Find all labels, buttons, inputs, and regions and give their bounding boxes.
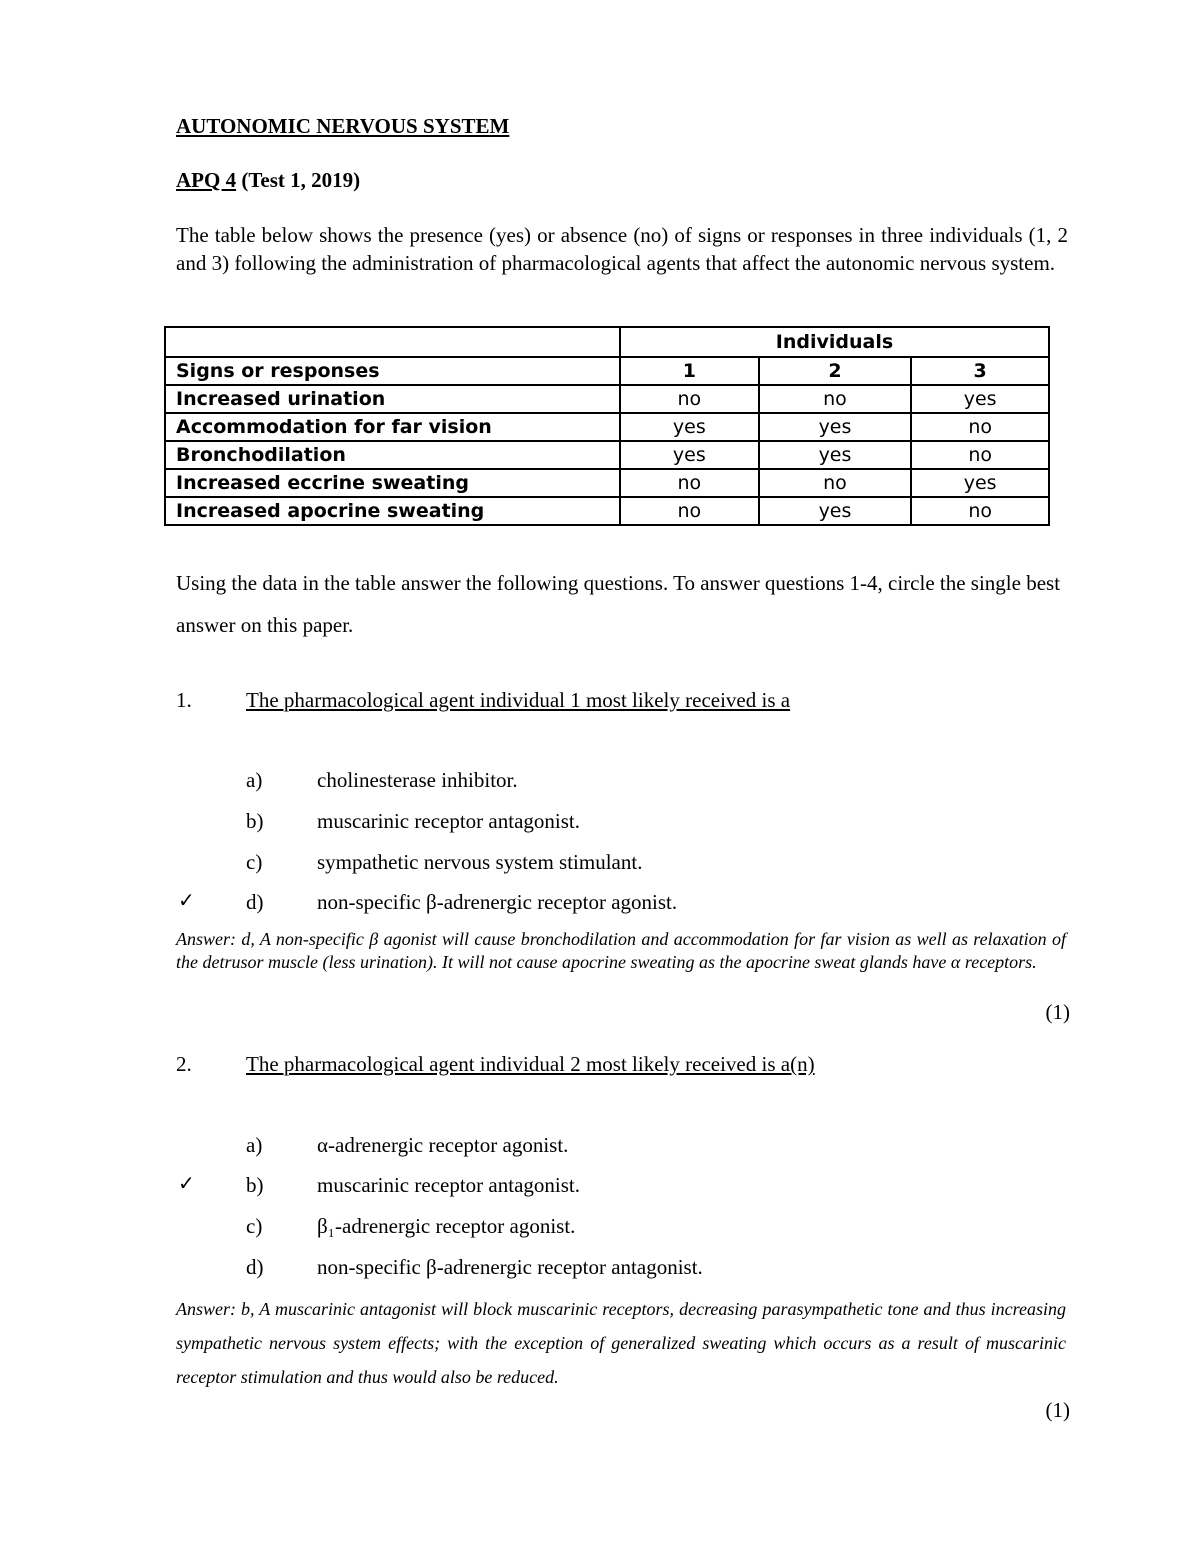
individuals-header: Individuals [620,327,1049,357]
column-header: 3 [911,357,1049,385]
table-cell: no [759,469,912,497]
intro-paragraph: The table below shows the presence (yes) or absence (no) of signs or responses in three individuals (1, 2 and 3) following the administration of pharmacological agents that affect the autonomic nervous system. [176,223,1068,275]
table-cell: no [911,413,1049,441]
table-row [165,441,1049,469]
option-letter[interactable]: b) [246,1173,264,1197]
table-cell: no [759,385,912,413]
table-cell: yes [759,413,912,441]
table-cell: no [911,497,1049,525]
instructions-paragraph: Using the data in the table answer the following questions. To answer questions 1-4, circle the single best answer on this paper. [176,571,1061,637]
table-cell: yes [911,469,1049,497]
answer-explanation: Answer: b, A muscarinic antagonist will block muscarinic receptors, decreasing parasympathetic tone and thus increasing sympathetic nervous system effects; with the exception of generalized sweating which occurs as a result of muscarinic receptor stimulation and thus would also be reduced. [176,1299,1066,1387]
signs-table [164,326,1050,526]
table-row [165,469,1049,497]
table-cell: no [911,441,1049,469]
table-row [165,413,1049,441]
apq-test-info: (Test 1, 2019) [236,168,361,192]
table-cell: no [620,497,759,525]
question-text: The pharmacological agent individual 1 most likely received is a [246,688,791,712]
table-row [165,497,1049,525]
column-header: 1 [620,357,759,385]
column-header: Signs or responses [165,357,620,385]
option-letter[interactable]: d) [246,890,264,914]
table-column-header-row [165,357,1049,385]
table-cell-sign: Accommodation for far vision [165,413,620,441]
question-number: 1. [176,688,192,712]
column-header: 2 [759,357,912,385]
option-letter[interactable]: c) [246,850,263,874]
table-cell: yes [620,441,759,469]
table-cell: no [620,469,759,497]
table-group-header-row [165,327,1049,357]
table-empty-cell [165,327,620,357]
table-cell-sign: Increased eccrine sweating [165,469,620,497]
table-cell: yes [620,413,759,441]
answer-explanation: Answer: d, A non-specific β agonist will cause bronchodilation and accommodation for far vision as well as relaxation of the detrusor muscle (less urination). It will not cause apocrine sweating as the apocrine sweat glands have α receptors. [176,929,1066,972]
option-text[interactable]: non-specific β-adrenergic receptor antagonist. [317,1255,703,1279]
table-cell: yes [911,385,1049,413]
option-text[interactable]: muscarinic receptor antagonist. [317,809,580,833]
table-cell: no [620,385,759,413]
table-cell-sign: Bronchodilation [165,441,620,469]
question-number: 2. [176,1052,192,1076]
option-letter[interactable]: c) [246,1214,263,1238]
option-letter[interactable]: b) [246,809,264,833]
option-text[interactable]: cholinesterase inhibitor. [317,768,518,792]
document-title: AUTONOMIC NERVOUS SYSTEM [176,114,510,138]
apq-label: APQ 4 [176,168,237,192]
checkmark-icon: ✓ [178,1173,195,1195]
option-text[interactable]: sympathetic nervous system stimulant. [317,850,643,874]
table-cell-sign: Increased apocrine sweating [165,497,620,525]
table-cell-sign: Increased urination [165,385,620,413]
table-row [165,385,1049,413]
question-text: The pharmacological agent individual 2 most likely received is a(n) [246,1052,815,1076]
checkmark-icon: ✓ [178,890,195,912]
option-text[interactable]: muscarinic receptor antagonist. [317,1173,580,1197]
question-set-heading [176,168,360,193]
table-cell: yes [759,441,912,469]
marks-label: (1) [1045,1398,1070,1422]
option-letter[interactable]: a) [246,768,263,792]
option-text[interactable]: β₁-adrenergic receptor agonist. [317,1214,576,1238]
table-cell: yes [759,497,912,525]
option-text[interactable]: non-specific β-adrenergic receptor agonist. [317,890,678,914]
option-text[interactable]: α-adrenergic receptor agonist. [317,1133,569,1157]
option-letter[interactable]: d) [246,1255,264,1279]
option-letter[interactable]: a) [246,1133,263,1157]
marks-label: (1) [1045,1000,1070,1024]
